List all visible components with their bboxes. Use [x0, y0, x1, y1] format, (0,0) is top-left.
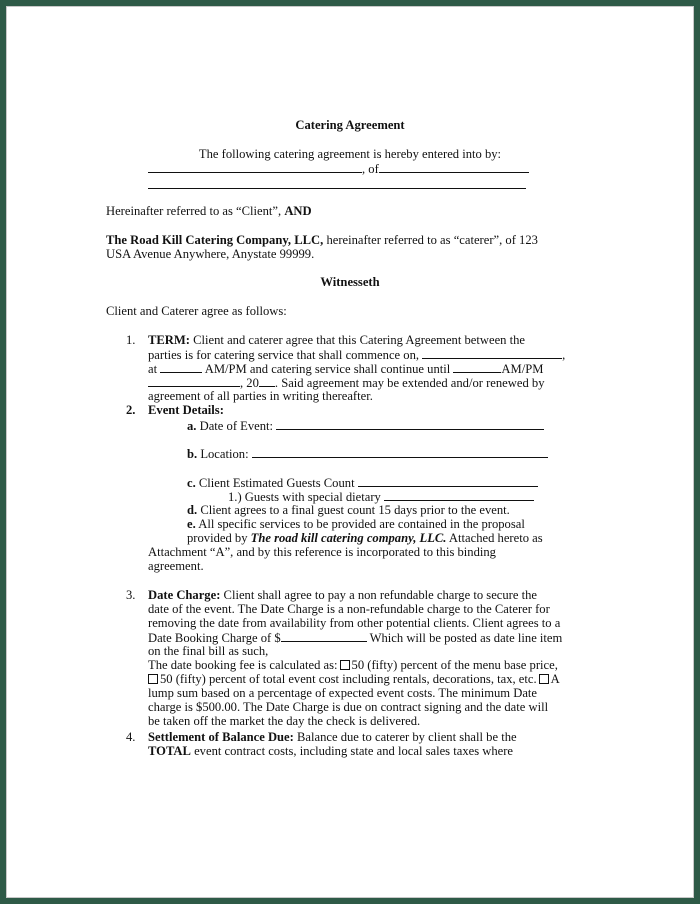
section-1-line-2: parties is for catering service that shall commence on, , — [148, 348, 566, 362]
section-2-heading: Event Details: — [148, 403, 224, 417]
booking-charge-blank[interactable] — [281, 630, 367, 642]
dietary-row: 1.) Guests with special dietary — [228, 489, 534, 504]
section-3-line-9: charge is $500.00. The Date Charge is due on contract signing and the date will — [148, 700, 549, 714]
client-reference: Hereinafter referred to as “Client”, AND — [106, 204, 312, 218]
year-blank[interactable] — [259, 375, 275, 387]
dietary-blank[interactable] — [384, 489, 534, 501]
lump-sum-checkbox[interactable] — [539, 674, 549, 684]
section-1-line-1: TERM: Client and caterer agree that this Catering Agreement between the — [148, 333, 525, 347]
guest-count-blank[interactable] — [358, 475, 538, 487]
event-date-row: a. Date of Event: — [187, 418, 544, 433]
section-1-line-4: , 20 . Said agreement may be extended and/or renewed by — [148, 375, 545, 390]
menu-percent-checkbox[interactable] — [340, 660, 350, 670]
intro-line: The following catering agreement is hereby entered into by: — [198, 147, 502, 161]
agree-line: Client and Caterer agree as follows: — [106, 304, 287, 318]
services-row-3: Attachment “A”, and by this reference is incorporated to this binding — [148, 545, 496, 559]
section-4-line-1: Settlement of Balance Due: Balance due to caterer by client shall be the — [148, 730, 517, 744]
commence-date-blank[interactable] — [422, 347, 562, 359]
start-time-blank[interactable] — [160, 361, 202, 373]
witnesseth-heading: Witnesseth — [320, 275, 380, 289]
section-1-line-5: agreement of all parties in writing thereafter. — [148, 389, 373, 403]
section-4-number: 4. — [126, 730, 136, 744]
section-1-line-3: at AM/PM and catering service shall continue until AM/PM — [148, 362, 544, 376]
doc-title: Catering Agreement — [295, 118, 405, 132]
section-2-number: 2. — [126, 403, 136, 417]
section-4-line-2: TOTAL event contract costs, including state and local sales taxes where — [148, 744, 514, 758]
party-line: , of — [148, 161, 529, 176]
end-time-blank[interactable] — [453, 361, 501, 373]
location-blank[interactable] — [252, 446, 548, 458]
client-name-blank[interactable] — [148, 161, 362, 173]
address-blank[interactable] — [148, 188, 526, 189]
caterer-address: USA Avenue Anywhere, Anystate 99999. — [106, 247, 315, 261]
guest-count-row: c. Client Estimated Guests Count — [187, 475, 538, 490]
section-3-line-7: 50 (fifty) percent of total event cost including rentals, decorations, tax, etc. A — [148, 672, 560, 686]
section-3-line-4: Date Booking Charge of $ Which will be posted as date line item — [148, 631, 563, 645]
section-3-line-10: be taken off the market the day the check is delivered. — [148, 714, 421, 728]
section-3-line-6: The date booking fee is calculated as: 50 (fifty) percent of the menu base price, — [148, 658, 558, 672]
location-row: b. Location: — [187, 446, 548, 461]
section-3-number: 3. — [126, 588, 136, 602]
services-row-4: agreement. — [148, 559, 204, 573]
services-row: e. All specific services to be provided are contained in the proposal — [187, 517, 525, 531]
event-date-blank[interactable] — [276, 418, 544, 430]
caterer-reference: The Road Kill Catering Company, LLC, hereinafter referred to as “caterer”, of 123 — [106, 233, 538, 247]
section-3-line-3: removing the date from availability from other potential clients. Client agrees to a — [148, 616, 561, 630]
section-3-line-1: Date Charge: Client shall agree to pay a non refundable charge to secure the — [148, 588, 537, 602]
services-row-2: provided by The road kill catering company, LLC. Attached hereto as — [187, 531, 543, 545]
section-3-line-2: date of the event. The Date Charge is a non-refundable charge to the Caterer for — [148, 602, 550, 616]
section-3-line-8: lump sum based on a percentage of expected event costs. The minimum Date — [148, 686, 538, 700]
end-date-blank[interactable] — [148, 375, 240, 387]
final-count-row: d. Client agrees to a final guest count 15 days prior to the event. — [187, 503, 510, 517]
section-1-number: 1. — [126, 333, 136, 347]
total-percent-checkbox[interactable] — [148, 674, 158, 684]
section-3-line-5: on the final bill as such, — [148, 644, 269, 658]
client-address-blank[interactable] — [379, 161, 529, 173]
